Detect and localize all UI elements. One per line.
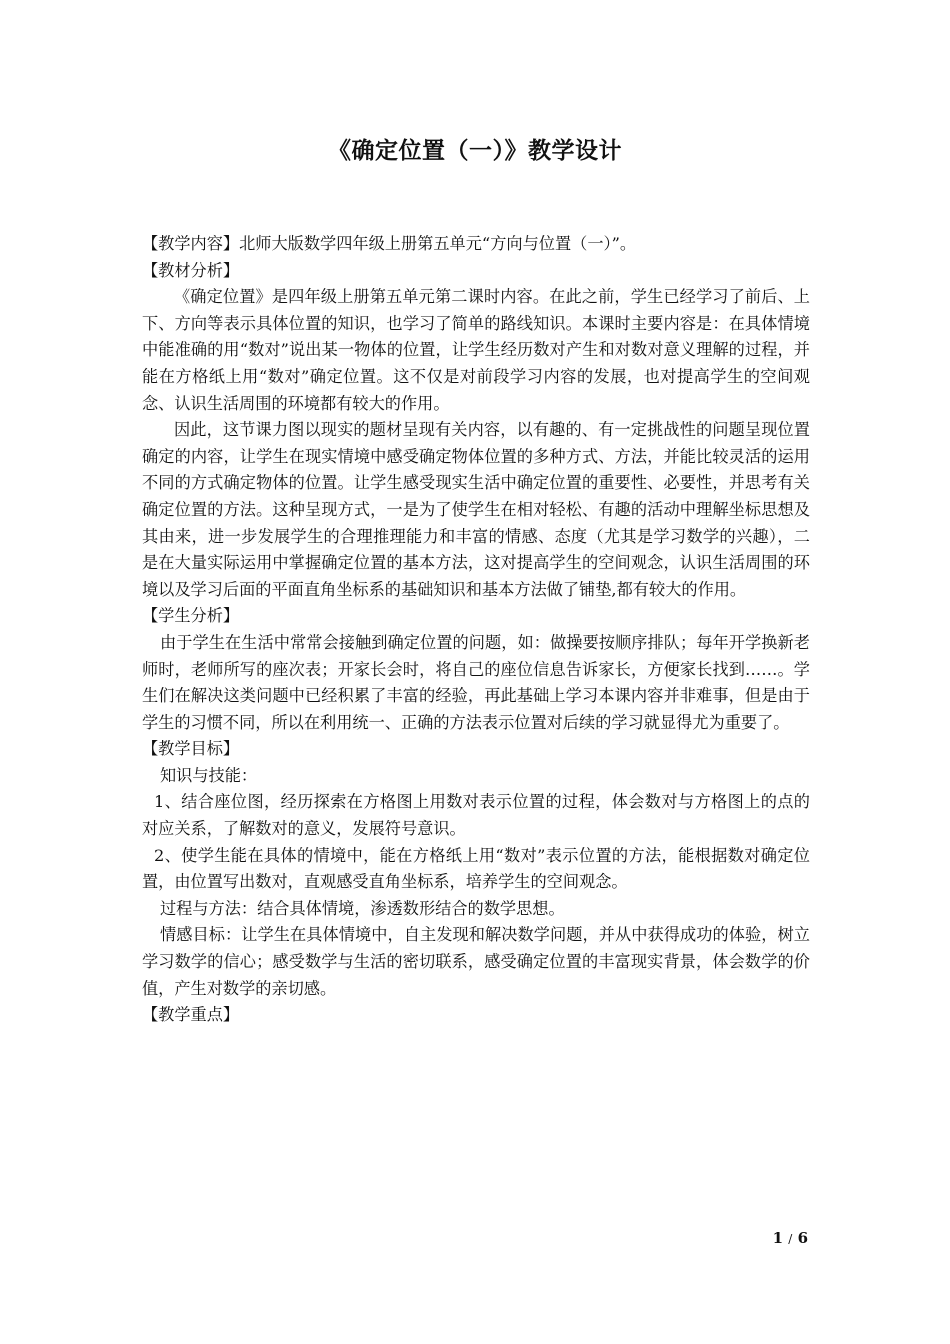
document-title: 《确定位置（一）》教学设计 bbox=[328, 137, 622, 164]
heading-teaching-goals: 【教学目标】 bbox=[142, 739, 240, 759]
subheading-knowledge-skills: 知识与技能： bbox=[160, 765, 258, 785]
goal-emotion: 情感目标：让学生在具体情境中，自主发现和解决数学问题，并从中获得成功的体验，树立学习数学的信心；感受数学与生活的密切联系，感受确定位置的丰富现实背景，体会数学的价值，产生对数学的亲切感。 bbox=[142, 925, 810, 998]
page-total: 6 bbox=[797, 1229, 808, 1247]
page-number bbox=[773, 1229, 808, 1247]
heading-material-analysis: 【教材分析】 bbox=[142, 260, 240, 280]
paragraph-material-analysis-1: 《确定位置》是四年级上册第五单元第二课时内容。在此之前，学生已经学习了前后、上下、方向等表示具体位置的知识，也学习了简单的路线知识。本课时主要内容是：在具体情境中能准确的用“数对”说出某一物体的位置，让学生经历数对产生和对数对意义理解的过程，并能在方格纸上用“数对”确定位置。这不仅是对前段学习内容的发展，也对提高学生的空间观念、认识生活周围的环境都有较大的作用。 bbox=[142, 287, 810, 413]
heading-teaching-focus: 【教学重点】 bbox=[142, 1005, 240, 1025]
page-current: 1 bbox=[772, 1229, 784, 1247]
document-body bbox=[142, 231, 810, 1029]
goal-process-method: 过程与方法：结合具体情境，渗透数形结合的数学思想。 bbox=[160, 898, 565, 918]
paragraph-teaching-content: 【教学内容】北师大版数学四年级上册第五单元“方向与位置（一）”。 bbox=[142, 234, 637, 253]
goal-item-2: 2、使学生能在具体的情境中，能在方格纸上用“数对”表示位置的方法，能根据数对确定位置，由位置写出数对，直观感受直角坐标系，培养学生的空间观念。 bbox=[142, 845, 810, 892]
paragraph-material-analysis-2: 因此，这节课力图以现实的题材呈现有关内容，以有趣的、有一定挑战性的问题呈现位置确定的内容，让学生在现实情境中感受确定物体位置的多种方式、方法，并能比较灵活的运用不同的方式确定物体的位置。让学生感受现实生活中确定位置的重要性、必要性，并思考有关确定位置的方法。这种呈现方式，一是为了使学生在相对轻松、有趣的活动中理解坐标思想及其由来，进一步发展学生的合理推理能力和丰富的情感、态度（尤其是学习数学的兴趣），二是在大量实际运用中掌握确定位置的基本方法，这对提高学生的空间观念，认识生活周围的环境以及学习后面的平面直角坐标系的基础知识和基本方法做了铺垫,都有较大的作用。 bbox=[142, 420, 810, 599]
page-separator: / bbox=[788, 1232, 793, 1246]
paragraph-student-analysis: 由于学生在生活中常常会接触到确定位置的问题，如：做操要按顺序排队；每年开学换新老师时，老师所写的座次表；开家长会时，将自己的座位信息告诉家长，方便家长找到……。学生们在解决这类问题中已经积累了丰富的经验，再此基础上学习本课内容并非难事，但是由于学生的习惯不同，所以在利用统一、正确的方法表示位置对后续的学习就显得尤为重要了。 bbox=[142, 632, 810, 732]
heading-student-analysis: 【学生分析】 bbox=[142, 606, 240, 626]
goal-item-1: 1、结合座位图，经历探索在方格图上用数对表示位置的过程，体会数对与方格图上的点的对应关系，了解数对的意义，发展符号意识。 bbox=[142, 792, 810, 839]
